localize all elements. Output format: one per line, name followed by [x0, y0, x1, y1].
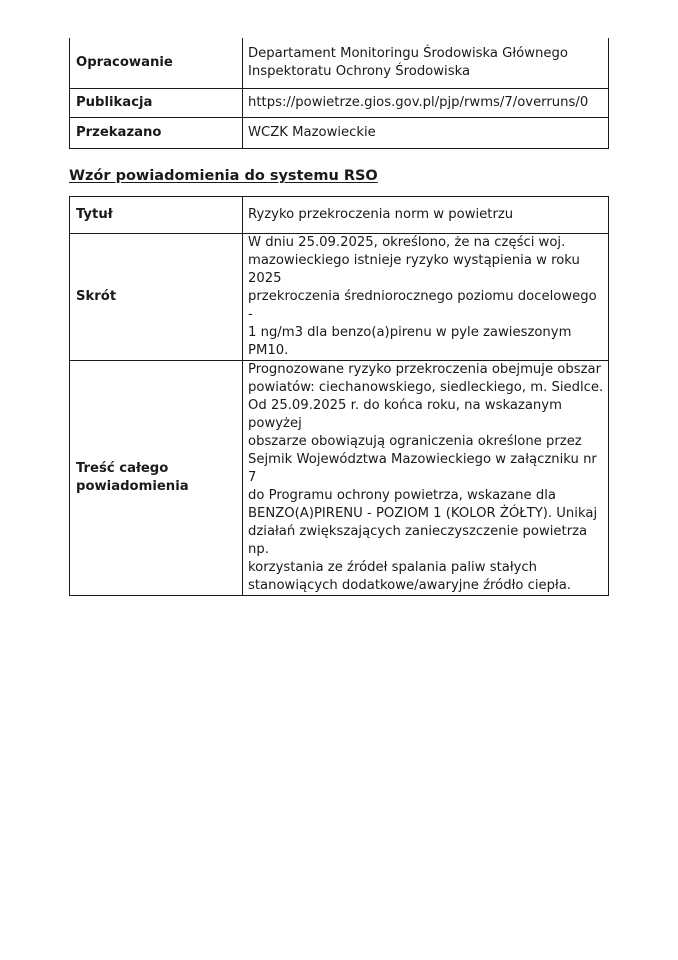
row-label-tresc: Treść całego powiadomienia — [70, 361, 243, 596]
row-value-tytul: Ryzyko przekroczenia norm w powietrzu — [243, 197, 609, 234]
table-row — [70, 88, 609, 117]
row-label-opracowanie: Opracowanie — [70, 38, 243, 88]
row-value-publikacja: https://powietrze.gios.gov.pl/pjp/rwms/7/overruns/0 — [243, 88, 609, 117]
table-row — [70, 197, 609, 234]
table-row — [70, 117, 609, 148]
table-row — [70, 38, 609, 88]
metadata-table — [69, 38, 609, 149]
row-label-publikacja: Publikacja — [70, 88, 243, 117]
row-value-opracowanie: Departament Monitoringu Środowiska Głównego Inspektoratu Ochrony Środowiska — [243, 38, 609, 88]
section-heading-rso: Wzór powiadomienia do systemu RSO — [69, 168, 378, 184]
row-label-przekazano: Przekazano — [70, 117, 243, 148]
row-value-skrot: W dniu 25.09.2025, określono, że na części woj. mazowieckiego istnieje ryzyko wystąpienia w roku 2025 przekroczenia średniorocznego poziomu docelowego - 1 ng/m3 dla benzo(a)pirenu w pyle zawieszonym PM10. — [243, 234, 609, 361]
row-label-skrot: Skrót — [70, 234, 243, 361]
row-label-tytul: Tytuł — [70, 197, 243, 234]
table-row — [70, 361, 609, 596]
rso-notification-table — [69, 196, 609, 596]
row-value-tresc: Prognozowane ryzyko przekroczenia obejmuje obszar powiatów: ciechanowskiego, siedleckiego, m. Siedlce. Od 25.09.2025 r. do końca roku, na wskazanym powyżej obszarze obowiązują ograniczenia określone przez Sejmik Województwa Mazowieckiego w załączniku nr 7 do Programu ochrony powietrza, wskazane dla BENZO(A)PIRENU - POZIOM 1 (KOLOR ŻÓŁTY). Unikaj działań zwiększających zanieczyszczenie powietrza np. korzystania ze źródeł spalania paliw stałych stanowiących dodatkowe/awaryjne źródło ciepła. — [243, 361, 609, 596]
row-value-przekazano: WCZK Mazowieckie — [243, 117, 609, 148]
table-row — [70, 234, 609, 361]
